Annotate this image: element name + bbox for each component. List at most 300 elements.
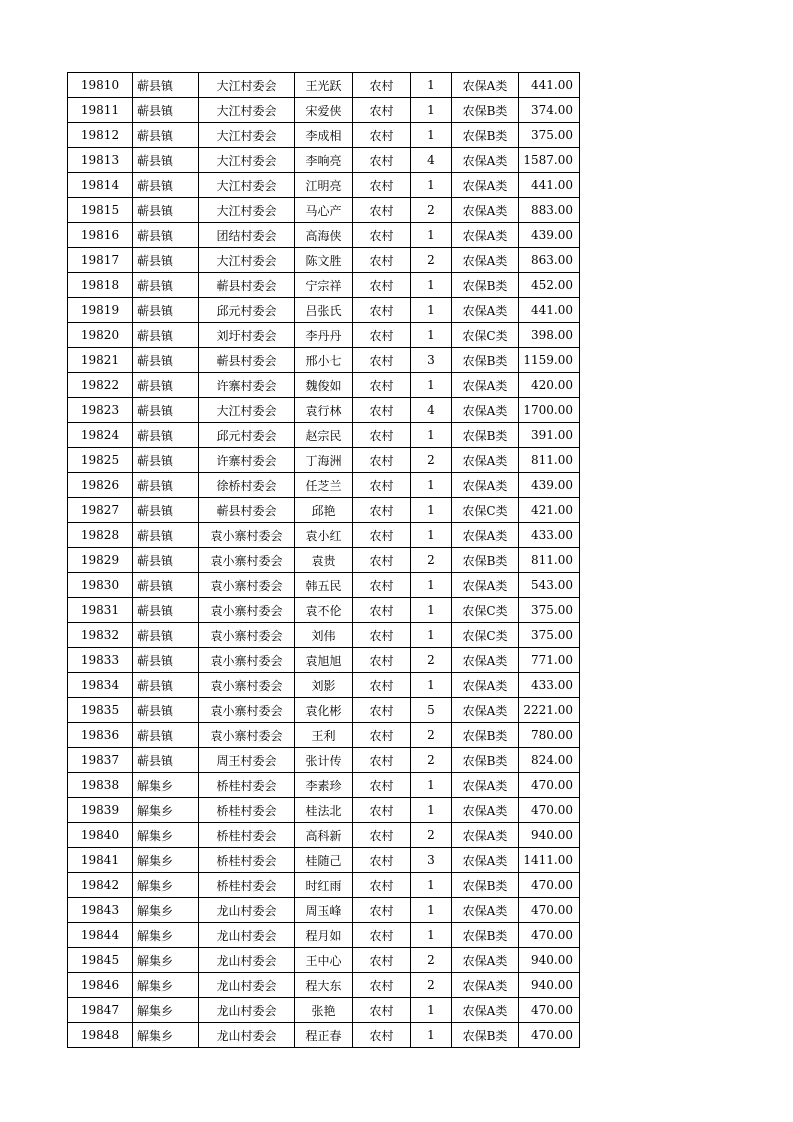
- category-cell: 农保B类: [452, 1023, 519, 1048]
- category-cell: 农保B类: [452, 748, 519, 773]
- member-count-cell: 1: [411, 498, 452, 523]
- town-cell: 蕲县镇: [133, 698, 199, 723]
- village-committee-cell: 龙山村委会: [199, 948, 295, 973]
- village-committee-cell: 周王村委会: [199, 748, 295, 773]
- relief-table: [67, 72, 580, 1048]
- name-cell: 魏俊如: [295, 373, 353, 398]
- table-row: [68, 423, 580, 448]
- name-cell: 高海侠: [295, 223, 353, 248]
- table-row: [68, 898, 580, 923]
- amount-cell: 375.00: [519, 598, 580, 623]
- household-type-cell: 农村: [353, 548, 411, 573]
- record-id-cell: 19844: [68, 923, 133, 948]
- record-id-cell: 19832: [68, 623, 133, 648]
- household-type-cell: 农村: [353, 448, 411, 473]
- member-count-cell: 1: [411, 173, 452, 198]
- table-row: [68, 973, 580, 998]
- name-cell: 邱艳: [295, 498, 353, 523]
- record-id-cell: 19841: [68, 848, 133, 873]
- town-cell: 解集乡: [133, 798, 199, 823]
- record-id-cell: 19825: [68, 448, 133, 473]
- amount-cell: 940.00: [519, 973, 580, 998]
- table-row: [68, 723, 580, 748]
- name-cell: 马心产: [295, 198, 353, 223]
- household-type-cell: 农村: [353, 873, 411, 898]
- amount-cell: 470.00: [519, 773, 580, 798]
- record-id-cell: 19813: [68, 148, 133, 173]
- name-cell: 张艳: [295, 998, 353, 1023]
- village-committee-cell: 大江村委会: [199, 198, 295, 223]
- category-cell: 农保A类: [452, 673, 519, 698]
- village-committee-cell: 桥桂村委会: [199, 798, 295, 823]
- member-count-cell: 1: [411, 598, 452, 623]
- town-cell: 蕲县镇: [133, 598, 199, 623]
- category-cell: 农保A类: [452, 73, 519, 98]
- household-type-cell: 农村: [353, 248, 411, 273]
- name-cell: 宁宗祥: [295, 273, 353, 298]
- name-cell: 袁行林: [295, 398, 353, 423]
- town-cell: 蕲县镇: [133, 373, 199, 398]
- table-row: [68, 548, 580, 573]
- name-cell: 时红雨: [295, 873, 353, 898]
- record-id-cell: 19833: [68, 648, 133, 673]
- category-cell: 农保B类: [452, 923, 519, 948]
- table-row: [68, 623, 580, 648]
- town-cell: 解集乡: [133, 873, 199, 898]
- town-cell: 解集乡: [133, 998, 199, 1023]
- town-cell: 解集乡: [133, 973, 199, 998]
- village-committee-cell: 大江村委会: [199, 98, 295, 123]
- town-cell: 蕲县镇: [133, 673, 199, 698]
- town-cell: 解集乡: [133, 948, 199, 973]
- category-cell: 农保A类: [452, 898, 519, 923]
- town-cell: 解集乡: [133, 848, 199, 873]
- amount-cell: 441.00: [519, 173, 580, 198]
- village-committee-cell: 袁小寨村委会: [199, 623, 295, 648]
- town-cell: 解集乡: [133, 923, 199, 948]
- table-body: [68, 73, 580, 1048]
- town-cell: 蕲县镇: [133, 623, 199, 648]
- household-type-cell: 农村: [353, 298, 411, 323]
- amount-cell: 374.00: [519, 98, 580, 123]
- amount-cell: 771.00: [519, 648, 580, 673]
- household-type-cell: 农村: [353, 323, 411, 348]
- amount-cell: 940.00: [519, 823, 580, 848]
- category-cell: 农保B类: [452, 548, 519, 573]
- village-committee-cell: 桥桂村委会: [199, 848, 295, 873]
- member-count-cell: 1: [411, 523, 452, 548]
- record-id-cell: 19826: [68, 473, 133, 498]
- table-row: [68, 598, 580, 623]
- household-type-cell: 农村: [353, 523, 411, 548]
- amount-cell: 470.00: [519, 873, 580, 898]
- category-cell: 农保A类: [452, 148, 519, 173]
- category-cell: 农保A类: [452, 573, 519, 598]
- table-row: [68, 998, 580, 1023]
- amount-cell: 811.00: [519, 448, 580, 473]
- table-row: [68, 448, 580, 473]
- village-committee-cell: 蕲县村委会: [199, 498, 295, 523]
- category-cell: 农保A类: [452, 698, 519, 723]
- village-committee-cell: 大江村委会: [199, 398, 295, 423]
- member-count-cell: 1: [411, 123, 452, 148]
- amount-cell: 780.00: [519, 723, 580, 748]
- table-row: [68, 698, 580, 723]
- amount-cell: 375.00: [519, 123, 580, 148]
- category-cell: 农保A类: [452, 448, 519, 473]
- category-cell: 农保B类: [452, 723, 519, 748]
- household-type-cell: 农村: [353, 1023, 411, 1048]
- table-row: [68, 73, 580, 98]
- member-count-cell: 4: [411, 398, 452, 423]
- village-committee-cell: 袁小寨村委会: [199, 573, 295, 598]
- village-committee-cell: 刘圩村委会: [199, 323, 295, 348]
- table-row: [68, 923, 580, 948]
- town-cell: 蕲县镇: [133, 248, 199, 273]
- town-cell: 解集乡: [133, 898, 199, 923]
- amount-cell: 433.00: [519, 673, 580, 698]
- record-id-cell: 19846: [68, 973, 133, 998]
- record-id-cell: 19838: [68, 773, 133, 798]
- name-cell: 袁贵: [295, 548, 353, 573]
- village-committee-cell: 桥桂村委会: [199, 873, 295, 898]
- name-cell: 李丹丹: [295, 323, 353, 348]
- category-cell: 农保A类: [452, 648, 519, 673]
- table-row: [68, 398, 580, 423]
- name-cell: 袁化彬: [295, 698, 353, 723]
- amount-cell: 391.00: [519, 423, 580, 448]
- town-cell: 蕲县镇: [133, 323, 199, 348]
- table-row: [68, 373, 580, 398]
- village-committee-cell: 龙山村委会: [199, 973, 295, 998]
- record-id-cell: 19816: [68, 223, 133, 248]
- name-cell: 程大东: [295, 973, 353, 998]
- household-type-cell: 农村: [353, 223, 411, 248]
- amount-cell: 883.00: [519, 198, 580, 223]
- table-row: [68, 273, 580, 298]
- town-cell: 蕲县镇: [133, 573, 199, 598]
- village-committee-cell: 许寨村委会: [199, 448, 295, 473]
- village-committee-cell: 蕲县村委会: [199, 273, 295, 298]
- record-id-cell: 19828: [68, 523, 133, 548]
- name-cell: 陈文胜: [295, 248, 353, 273]
- record-id-cell: 19830: [68, 573, 133, 598]
- name-cell: 李素珍: [295, 773, 353, 798]
- household-type-cell: 农村: [353, 198, 411, 223]
- record-id-cell: 19847: [68, 998, 133, 1023]
- category-cell: 农保A类: [452, 173, 519, 198]
- member-count-cell: 2: [411, 973, 452, 998]
- household-type-cell: 农村: [353, 98, 411, 123]
- category-cell: 农保B类: [452, 123, 519, 148]
- record-id-cell: 19811: [68, 98, 133, 123]
- household-type-cell: 农村: [353, 373, 411, 398]
- table-row: [68, 248, 580, 273]
- table-row: [68, 348, 580, 373]
- table-row: [68, 873, 580, 898]
- name-cell: 张计传: [295, 748, 353, 773]
- household-type-cell: 农村: [353, 723, 411, 748]
- record-id-cell: 19812: [68, 123, 133, 148]
- town-cell: 蕲县镇: [133, 523, 199, 548]
- record-id-cell: 19836: [68, 723, 133, 748]
- name-cell: 袁旭旭: [295, 648, 353, 673]
- record-id-cell: 19835: [68, 698, 133, 723]
- category-cell: 农保A类: [452, 373, 519, 398]
- member-count-cell: 1: [411, 798, 452, 823]
- record-id-cell: 19827: [68, 498, 133, 523]
- amount-cell: 441.00: [519, 73, 580, 98]
- table-row: [68, 648, 580, 673]
- member-count-cell: 1: [411, 98, 452, 123]
- amount-cell: 421.00: [519, 498, 580, 523]
- category-cell: 农保A类: [452, 473, 519, 498]
- household-type-cell: 农村: [353, 473, 411, 498]
- table-row: [68, 173, 580, 198]
- household-type-cell: 农村: [353, 173, 411, 198]
- village-committee-cell: 大江村委会: [199, 248, 295, 273]
- name-cell: 吕张氏: [295, 298, 353, 323]
- town-cell: 蕲县镇: [133, 123, 199, 148]
- household-type-cell: 农村: [353, 148, 411, 173]
- household-type-cell: 农村: [353, 498, 411, 523]
- category-cell: 农保A类: [452, 948, 519, 973]
- village-committee-cell: 袁小寨村委会: [199, 548, 295, 573]
- amount-cell: 1411.00: [519, 848, 580, 873]
- table-row: [68, 1023, 580, 1048]
- member-count-cell: 5: [411, 698, 452, 723]
- member-count-cell: 1: [411, 73, 452, 98]
- household-type-cell: 农村: [353, 623, 411, 648]
- member-count-cell: 1: [411, 323, 452, 348]
- amount-cell: 470.00: [519, 798, 580, 823]
- record-id-cell: 19829: [68, 548, 133, 573]
- household-type-cell: 农村: [353, 598, 411, 623]
- household-type-cell: 农村: [353, 898, 411, 923]
- member-count-cell: 1: [411, 998, 452, 1023]
- household-type-cell: 农村: [353, 973, 411, 998]
- town-cell: 蕲县镇: [133, 198, 199, 223]
- amount-cell: 543.00: [519, 573, 580, 598]
- village-committee-cell: 大江村委会: [199, 148, 295, 173]
- town-cell: 蕲县镇: [133, 548, 199, 573]
- table-row: [68, 123, 580, 148]
- member-count-cell: 4: [411, 148, 452, 173]
- name-cell: 任芝兰: [295, 473, 353, 498]
- record-id-cell: 19810: [68, 73, 133, 98]
- town-cell: 蕲县镇: [133, 423, 199, 448]
- table-row: [68, 98, 580, 123]
- category-cell: 农保C类: [452, 498, 519, 523]
- amount-cell: 439.00: [519, 223, 580, 248]
- name-cell: 李成相: [295, 123, 353, 148]
- category-cell: 农保B类: [452, 873, 519, 898]
- name-cell: 袁不伦: [295, 598, 353, 623]
- household-type-cell: 农村: [353, 823, 411, 848]
- village-committee-cell: 蕲县村委会: [199, 348, 295, 373]
- member-count-cell: 2: [411, 448, 452, 473]
- town-cell: 蕲县镇: [133, 298, 199, 323]
- village-committee-cell: 大江村委会: [199, 123, 295, 148]
- record-id-cell: 19840: [68, 823, 133, 848]
- category-cell: 农保B类: [452, 423, 519, 448]
- record-id-cell: 19821: [68, 348, 133, 373]
- record-id-cell: 19845: [68, 948, 133, 973]
- member-count-cell: 2: [411, 748, 452, 773]
- table-row: [68, 323, 580, 348]
- member-count-cell: 2: [411, 823, 452, 848]
- household-type-cell: 农村: [353, 673, 411, 698]
- category-cell: 农保A类: [452, 298, 519, 323]
- household-type-cell: 农村: [353, 398, 411, 423]
- category-cell: 农保A类: [452, 523, 519, 548]
- name-cell: 桂随己: [295, 848, 353, 873]
- amount-cell: 470.00: [519, 998, 580, 1023]
- table-row: [68, 798, 580, 823]
- town-cell: 蕲县镇: [133, 723, 199, 748]
- record-id-cell: 19822: [68, 373, 133, 398]
- member-count-cell: 1: [411, 573, 452, 598]
- record-id-cell: 19814: [68, 173, 133, 198]
- amount-cell: 1587.00: [519, 148, 580, 173]
- household-type-cell: 农村: [353, 848, 411, 873]
- household-type-cell: 农村: [353, 423, 411, 448]
- household-type-cell: 农村: [353, 998, 411, 1023]
- town-cell: 蕲县镇: [133, 648, 199, 673]
- amount-cell: 470.00: [519, 923, 580, 948]
- village-committee-cell: 袁小寨村委会: [199, 523, 295, 548]
- name-cell: 袁小红: [295, 523, 353, 548]
- amount-cell: 824.00: [519, 748, 580, 773]
- member-count-cell: 1: [411, 473, 452, 498]
- member-count-cell: 2: [411, 548, 452, 573]
- household-type-cell: 农村: [353, 123, 411, 148]
- member-count-cell: 1: [411, 273, 452, 298]
- name-cell: 王中心: [295, 948, 353, 973]
- category-cell: 农保A类: [452, 773, 519, 798]
- member-count-cell: 1: [411, 1023, 452, 1048]
- amount-cell: 470.00: [519, 898, 580, 923]
- member-count-cell: 2: [411, 948, 452, 973]
- name-cell: 高科新: [295, 823, 353, 848]
- category-cell: 农保B类: [452, 98, 519, 123]
- table-row: [68, 823, 580, 848]
- village-committee-cell: 袁小寨村委会: [199, 723, 295, 748]
- town-cell: 解集乡: [133, 823, 199, 848]
- name-cell: 邢小七: [295, 348, 353, 373]
- category-cell: 农保A类: [452, 798, 519, 823]
- record-id-cell: 19818: [68, 273, 133, 298]
- record-id-cell: 19842: [68, 873, 133, 898]
- name-cell: 王光跃: [295, 73, 353, 98]
- town-cell: 蕲县镇: [133, 223, 199, 248]
- record-id-cell: 19848: [68, 1023, 133, 1048]
- table-row: [68, 498, 580, 523]
- village-committee-cell: 徐桥村委会: [199, 473, 295, 498]
- member-count-cell: 1: [411, 898, 452, 923]
- category-cell: 农保A类: [452, 248, 519, 273]
- category-cell: 农保C类: [452, 598, 519, 623]
- town-cell: 蕲县镇: [133, 473, 199, 498]
- amount-cell: 439.00: [519, 473, 580, 498]
- village-committee-cell: 袁小寨村委会: [199, 698, 295, 723]
- name-cell: 程月如: [295, 923, 353, 948]
- name-cell: 周玉峰: [295, 898, 353, 923]
- name-cell: 宋爱侠: [295, 98, 353, 123]
- name-cell: 江明亮: [295, 173, 353, 198]
- table-row: [68, 848, 580, 873]
- village-committee-cell: 许寨村委会: [199, 373, 295, 398]
- household-type-cell: 农村: [353, 773, 411, 798]
- category-cell: 农保A类: [452, 998, 519, 1023]
- household-type-cell: 农村: [353, 648, 411, 673]
- category-cell: 农保A类: [452, 223, 519, 248]
- amount-cell: 863.00: [519, 248, 580, 273]
- amount-cell: 470.00: [519, 1023, 580, 1048]
- village-committee-cell: 邱元村委会: [199, 423, 295, 448]
- table-row: [68, 748, 580, 773]
- member-count-cell: 1: [411, 223, 452, 248]
- member-count-cell: 2: [411, 198, 452, 223]
- name-cell: 桂法北: [295, 798, 353, 823]
- record-id-cell: 19837: [68, 748, 133, 773]
- town-cell: 蕲县镇: [133, 273, 199, 298]
- record-id-cell: 19824: [68, 423, 133, 448]
- village-committee-cell: 大江村委会: [199, 173, 295, 198]
- household-type-cell: 农村: [353, 798, 411, 823]
- household-type-cell: 农村: [353, 348, 411, 373]
- member-count-cell: 2: [411, 248, 452, 273]
- member-count-cell: 1: [411, 923, 452, 948]
- household-type-cell: 农村: [353, 698, 411, 723]
- village-committee-cell: 袁小寨村委会: [199, 648, 295, 673]
- member-count-cell: 1: [411, 673, 452, 698]
- household-type-cell: 农村: [353, 923, 411, 948]
- name-cell: 赵宗民: [295, 423, 353, 448]
- village-committee-cell: 龙山村委会: [199, 1023, 295, 1048]
- category-cell: 农保A类: [452, 973, 519, 998]
- town-cell: 蕲县镇: [133, 348, 199, 373]
- member-count-cell: 2: [411, 648, 452, 673]
- record-id-cell: 19823: [68, 398, 133, 423]
- name-cell: 程正春: [295, 1023, 353, 1048]
- category-cell: 农保C类: [452, 323, 519, 348]
- town-cell: 蕲县镇: [133, 498, 199, 523]
- category-cell: 农保A类: [452, 398, 519, 423]
- household-type-cell: 农村: [353, 748, 411, 773]
- town-cell: 蕲县镇: [133, 148, 199, 173]
- amount-cell: 398.00: [519, 323, 580, 348]
- member-count-cell: 1: [411, 623, 452, 648]
- record-id-cell: 19831: [68, 598, 133, 623]
- category-cell: 农保B类: [452, 273, 519, 298]
- village-committee-cell: 团结村委会: [199, 223, 295, 248]
- member-count-cell: 1: [411, 373, 452, 398]
- amount-cell: 375.00: [519, 623, 580, 648]
- record-id-cell: 19839: [68, 798, 133, 823]
- name-cell: 刘影: [295, 673, 353, 698]
- amount-cell: 811.00: [519, 548, 580, 573]
- town-cell: 蕲县镇: [133, 98, 199, 123]
- village-committee-cell: 龙山村委会: [199, 923, 295, 948]
- amount-cell: 420.00: [519, 373, 580, 398]
- name-cell: 韩五民: [295, 573, 353, 598]
- member-count-cell: 1: [411, 773, 452, 798]
- record-id-cell: 19817: [68, 248, 133, 273]
- record-id-cell: 19819: [68, 298, 133, 323]
- household-type-cell: 农村: [353, 73, 411, 98]
- record-id-cell: 19820: [68, 323, 133, 348]
